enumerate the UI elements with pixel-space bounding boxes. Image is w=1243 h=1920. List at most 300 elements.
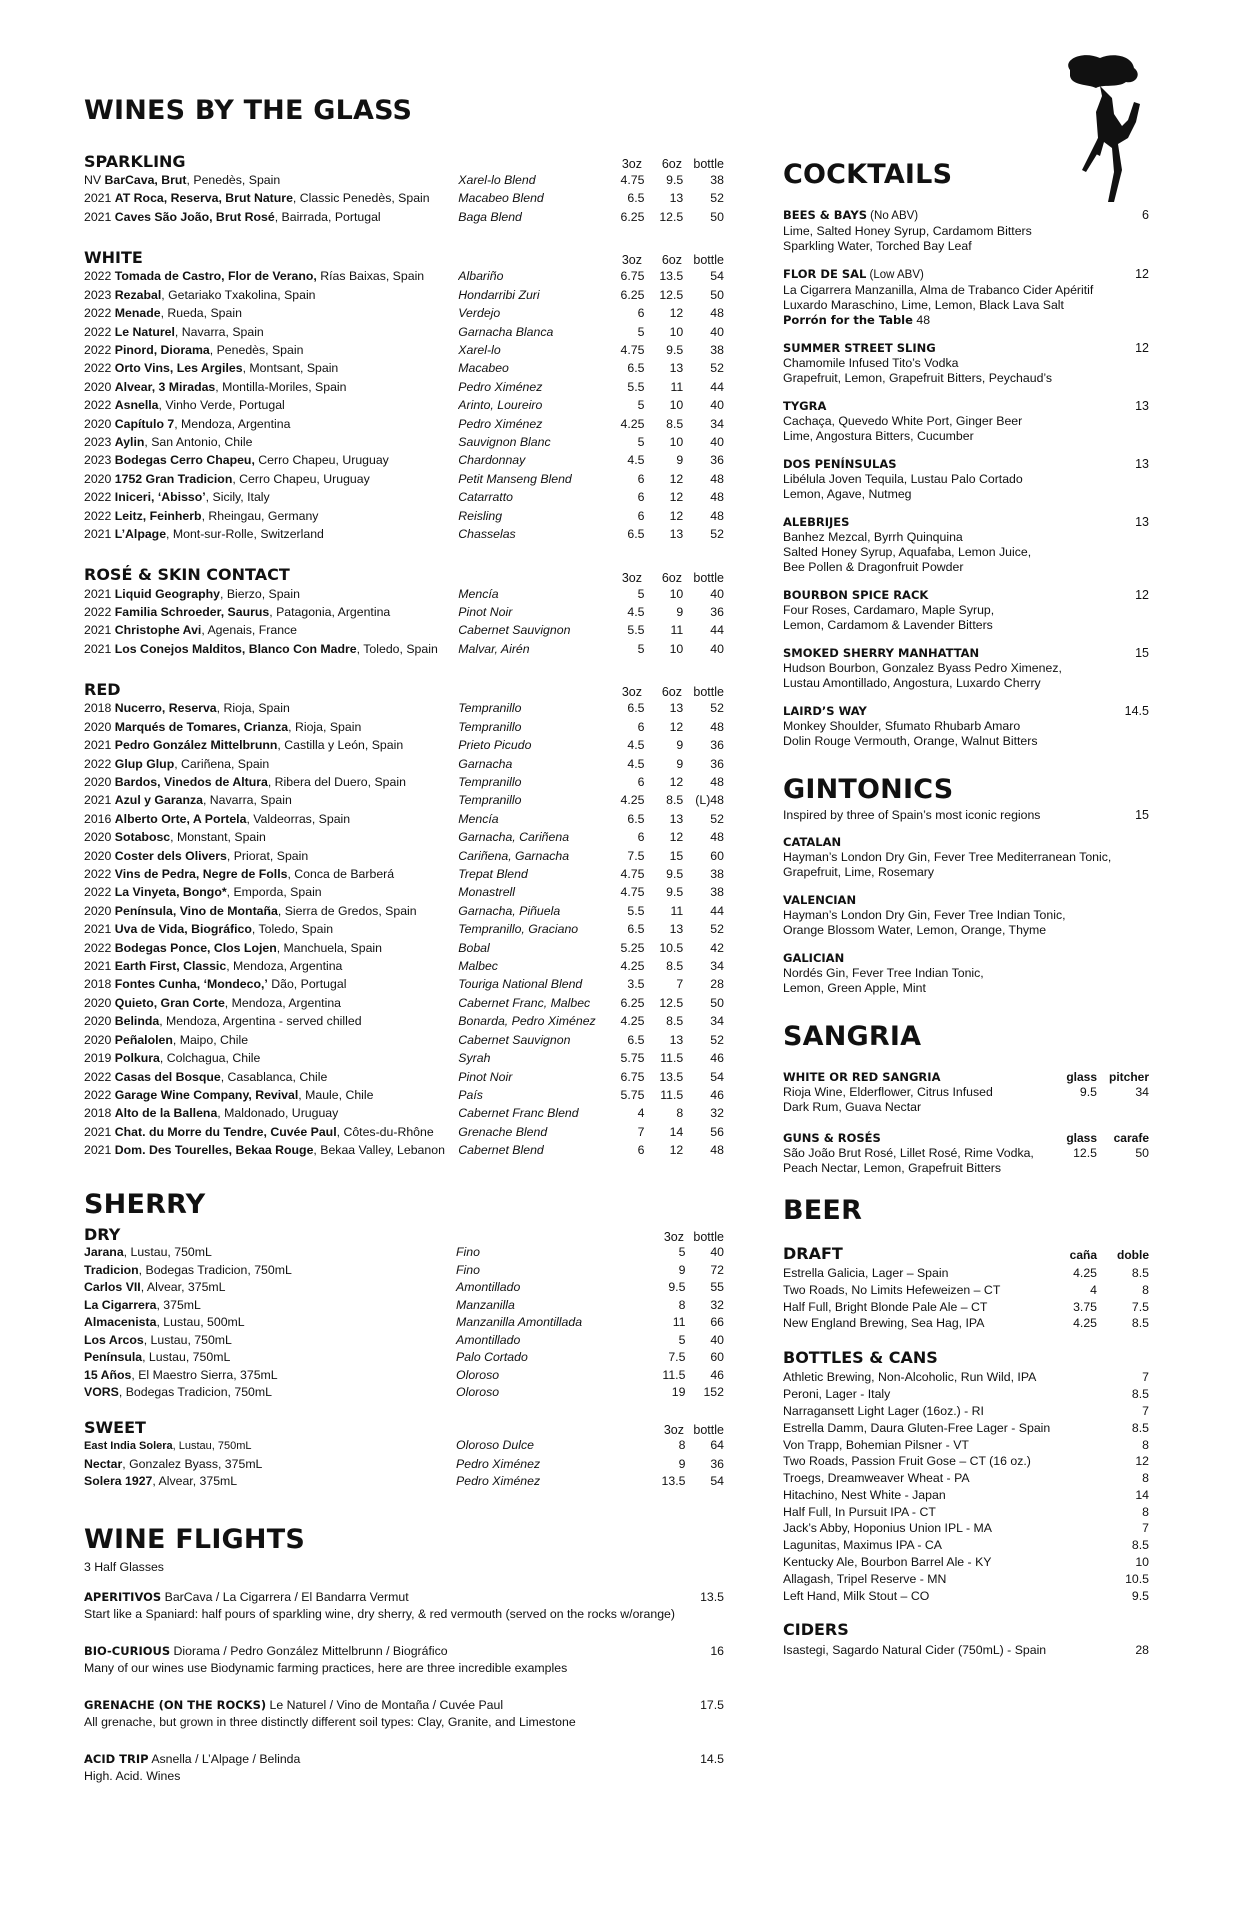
wine-price: 54 bbox=[710, 269, 724, 284]
wine-price: 34 bbox=[710, 416, 724, 431]
wine-row bbox=[84, 883, 724, 901]
wine-name bbox=[84, 359, 458, 377]
wine-grape: Chardonnay bbox=[458, 453, 526, 468]
wine-price: 9 bbox=[676, 756, 684, 771]
wine-price: 48 bbox=[710, 1143, 724, 1158]
wine-price: 50 bbox=[710, 209, 724, 224]
cocktail-item bbox=[783, 704, 1149, 749]
wine-region: , Rheingau, Germany bbox=[201, 508, 319, 523]
wine-price: 8 bbox=[676, 1106, 684, 1121]
wine-vintage: 2020 bbox=[84, 416, 112, 431]
wine-price: 44 bbox=[710, 623, 724, 638]
wine-section-header bbox=[84, 248, 724, 267]
bottle-price: 8 bbox=[1142, 1504, 1149, 1519]
cocktail-item bbox=[783, 457, 1149, 502]
wine-price: 6.5 bbox=[627, 811, 645, 826]
bottle-price: 8 bbox=[1142, 1437, 1149, 1452]
sherry-price: 72 bbox=[710, 1262, 724, 1277]
wine-region: , Ribera del Duero, Spain bbox=[267, 775, 406, 789]
wine-region: , Montilla-Moriles, Spain bbox=[215, 379, 347, 394]
bottle-price: 7 bbox=[1142, 1370, 1149, 1385]
wine-price: 46 bbox=[710, 1051, 724, 1066]
wine-column-headers bbox=[602, 253, 724, 267]
gintonic-ingredients: Orange Blossom Water, Lemon, Orange, Thyme bbox=[783, 923, 1047, 938]
wine-row bbox=[84, 585, 724, 603]
cocktail-ingredients: Monkey Shoulder, Sfumato Rhubarb Amaro bbox=[783, 718, 1021, 733]
flight-header bbox=[84, 1589, 724, 1606]
wine-name bbox=[84, 920, 458, 938]
wine-grape: Pinot Noir bbox=[458, 1069, 513, 1084]
wine-price: 54 bbox=[710, 1069, 724, 1084]
sangria-list bbox=[783, 1070, 1149, 1176]
sherry-name bbox=[84, 1349, 456, 1367]
wine-producer: Aylin bbox=[114, 434, 145, 449]
wine-price: 40 bbox=[710, 586, 724, 601]
wine-vintage: 2021 bbox=[84, 1143, 112, 1158]
sherry-section-title: DRY bbox=[84, 1225, 121, 1245]
wine-producer: Dom. Des Tourelles, Bekaa Rouge bbox=[114, 1143, 314, 1158]
wine-row bbox=[84, 603, 724, 621]
bottle-price: 12 bbox=[1135, 1454, 1149, 1469]
wine-section-header bbox=[84, 152, 724, 171]
wine-name bbox=[84, 525, 458, 543]
wine-price: 12 bbox=[669, 306, 684, 321]
cocktail-name bbox=[783, 646, 979, 661]
wine-price: 6 bbox=[637, 306, 645, 321]
wine-producer: Peñalolen bbox=[114, 1032, 173, 1047]
wine-price: 5.25 bbox=[620, 940, 645, 955]
sherry-style: Oloroso bbox=[456, 1367, 500, 1382]
wine-column-header: bottle bbox=[693, 156, 724, 171]
wine-name bbox=[84, 208, 458, 226]
wine-section-title: ROSÉ & SKIN CONTACT bbox=[84, 565, 290, 585]
gintonics-price: 15 bbox=[1135, 808, 1149, 823]
sherry-name bbox=[84, 1473, 456, 1491]
wine-row bbox=[84, 341, 724, 359]
wine-column-header: bottle bbox=[693, 253, 724, 268]
wine-price: 6.5 bbox=[627, 1032, 645, 1047]
sangria-item bbox=[783, 1131, 1149, 1176]
wine-producer: La Vinyeta, Bongo* bbox=[114, 885, 227, 900]
wine-name bbox=[84, 621, 458, 639]
sherry-row bbox=[84, 1367, 724, 1385]
sherry-price: 13.5 bbox=[661, 1474, 686, 1489]
bottle-price: 8 bbox=[1142, 1471, 1149, 1486]
wine-producer: Marqués de Tomares, Crianza bbox=[114, 719, 289, 734]
sherry-label: 15 Años bbox=[84, 1367, 132, 1382]
sangria-header bbox=[783, 1131, 1149, 1146]
wine-price: 12 bbox=[669, 1143, 684, 1158]
sangria-header bbox=[783, 1070, 1149, 1085]
wine-row bbox=[84, 902, 724, 920]
wine-region: , Navarra, Spain bbox=[174, 324, 264, 339]
wine-price: 10 bbox=[669, 398, 684, 413]
sherry-price: 9 bbox=[678, 1456, 686, 1471]
wine-price: 38 bbox=[710, 342, 724, 357]
sangria-ingredients: Peach Nectar, Lemon, Grapefruit Bitters bbox=[783, 1161, 1002, 1176]
sherry-section-header bbox=[84, 1418, 724, 1437]
wine-region: , Agenais, France bbox=[201, 623, 298, 638]
cocktail-item bbox=[783, 341, 1149, 386]
wine-row bbox=[84, 621, 724, 639]
wine-row bbox=[84, 994, 724, 1012]
cocktail-name bbox=[783, 704, 867, 719]
sherry-detail: , Alvear, 375mL bbox=[140, 1280, 226, 1295]
sherry-name bbox=[84, 1456, 456, 1474]
wine-price: 13 bbox=[669, 1032, 684, 1047]
wine-producer: 1752 Gran Tradicion bbox=[114, 471, 233, 486]
cocktail-name bbox=[783, 399, 826, 414]
cocktail-ingredients: Chamomile Infused Tito’s Vodka bbox=[783, 355, 959, 370]
sangria-name: GUNS & ROSÉS bbox=[783, 1131, 881, 1146]
wine-price: 13 bbox=[669, 701, 684, 716]
wine-price: 40 bbox=[710, 434, 724, 449]
wine-grape: Cabernet Blend bbox=[458, 1143, 544, 1158]
sherry-detail: , Lustau, 750mL bbox=[172, 1440, 252, 1453]
sherry-column-header: bottle bbox=[693, 1423, 724, 1438]
wine-producer: Bardos, Vinedos de Altura bbox=[114, 775, 268, 789]
sherry-column-headers bbox=[632, 1230, 724, 1244]
wine-name bbox=[84, 902, 458, 920]
wine-vintage: 2022 bbox=[84, 490, 112, 505]
sherry-detail: , Lustau, 750mL bbox=[143, 1332, 232, 1347]
wine-region: , Côtes-du-Rhône bbox=[336, 1124, 434, 1139]
wine-grape: Sauvignon Blanc bbox=[458, 434, 551, 449]
bottle-name: Jack’s Abby, Hoponius Union IPL - MA bbox=[783, 1521, 992, 1536]
wine-row bbox=[84, 1012, 724, 1030]
wine-producer: Orto Vins, Les Argiles bbox=[114, 361, 243, 376]
wine-price: 13.5 bbox=[659, 269, 684, 284]
wine-section-header bbox=[84, 565, 724, 584]
wine-price: 56 bbox=[710, 1124, 724, 1139]
cocktail-title: FLOR DE SAL bbox=[783, 266, 867, 281]
wine-name bbox=[84, 939, 458, 957]
cocktail-abv-note: (No ABV) bbox=[866, 209, 919, 222]
wine-region: , Montsant, Spain bbox=[242, 361, 339, 376]
wine-vintage: 2023 bbox=[84, 434, 112, 449]
wine-producer: Leitz, Feinherb bbox=[114, 508, 202, 523]
wine-producer: Pinord, Diorama bbox=[114, 342, 210, 357]
wine-row bbox=[84, 267, 724, 285]
sherry-label: Solera 1927 bbox=[84, 1474, 153, 1489]
sherry-style: Fino bbox=[456, 1262, 480, 1277]
wine-region: , Priorat, Spain bbox=[226, 848, 309, 863]
porron-price: 48 bbox=[912, 312, 931, 327]
bottle-price: 8.5 bbox=[1131, 1387, 1149, 1402]
sangria-col-1: glass bbox=[1066, 1070, 1097, 1085]
wine-name bbox=[84, 1049, 458, 1067]
wine-price: 38 bbox=[710, 172, 724, 187]
wine-price: 9.5 bbox=[666, 342, 684, 357]
wine-row bbox=[84, 208, 724, 226]
draft-name: Estrella Galicia, Lager – Spain bbox=[783, 1265, 949, 1280]
sherry-price: 9.5 bbox=[668, 1280, 686, 1295]
wine-row bbox=[84, 1123, 724, 1141]
cocktail-price: 6 bbox=[1142, 207, 1149, 222]
flight-description: Many of our wines use Biodynamic farming practices, here are three incredible examples bbox=[84, 1661, 568, 1676]
wine-price: 13 bbox=[669, 922, 684, 937]
wine-region: , Mendoza, Argentina bbox=[226, 959, 343, 974]
wine-vintage: 2021 bbox=[84, 191, 112, 206]
beer-title: BEER bbox=[783, 1195, 863, 1227]
wine-price: 28 bbox=[710, 977, 724, 992]
bottle-row bbox=[783, 1520, 1149, 1537]
cocktail-title: BOURBON SPICE RACK bbox=[783, 587, 929, 602]
wine-region: , Emporda, Spain bbox=[226, 885, 322, 900]
wine-price: 10 bbox=[669, 641, 684, 656]
wine-row bbox=[84, 415, 724, 433]
wine-price: 4 bbox=[637, 1106, 645, 1121]
wine-price: 6 bbox=[637, 830, 645, 845]
wine-price: 12 bbox=[669, 471, 684, 486]
cocktail-name bbox=[783, 267, 924, 283]
flight-wines: BarCava / La Cigarrera / El Bandarra Vermut bbox=[161, 1590, 409, 1605]
wine-producer: Bodegas Cerro Chapeu, bbox=[114, 453, 255, 468]
wine-grape: Grenache Blend bbox=[458, 1124, 548, 1139]
wine-region: , Conca de Barberá bbox=[287, 867, 395, 882]
wine-region: , Cariñena, Spain bbox=[174, 756, 270, 771]
wine-region: , Castilla y León, Spain bbox=[277, 738, 404, 753]
wine-price: 4.25 bbox=[620, 959, 645, 974]
sherry-label: Tradicion bbox=[84, 1262, 139, 1277]
wine-column-header: bottle bbox=[693, 570, 724, 585]
wine-price: 50 bbox=[710, 287, 724, 302]
sherry-detail: , Lustau, 750mL bbox=[142, 1350, 231, 1365]
sherry-detail: , Bodegas Tradicion, 750mL bbox=[118, 1385, 272, 1400]
wine-price: 6.5 bbox=[627, 701, 645, 716]
wine-price: 34 bbox=[710, 959, 724, 974]
sherry-price: 60 bbox=[710, 1350, 724, 1365]
wine-price: 8.5 bbox=[666, 1014, 684, 1029]
wine-price: 50 bbox=[710, 995, 724, 1010]
wine-name bbox=[84, 847, 458, 865]
wine-price: 12.5 bbox=[659, 995, 684, 1010]
wine-name bbox=[84, 1031, 458, 1049]
wine-name bbox=[84, 699, 458, 717]
sherry-row bbox=[84, 1297, 724, 1315]
flight-price: 16 bbox=[710, 1644, 724, 1659]
wine-grape: Chasselas bbox=[458, 526, 516, 541]
wine-row bbox=[84, 828, 724, 846]
flight-title: GRENACHE (ON THE ROCKS) bbox=[84, 1698, 267, 1713]
wine-grape: Tempranillo bbox=[458, 775, 522, 789]
flight-header bbox=[84, 1697, 724, 1714]
gintonic-ingredients: Lemon, Green Apple, Mint bbox=[783, 981, 926, 996]
wine-price: 13.5 bbox=[659, 1069, 684, 1084]
gintonics-title: GINTONICS bbox=[783, 773, 954, 805]
wine-price: 10.5 bbox=[659, 940, 684, 955]
wine-name bbox=[84, 791, 458, 809]
wine-producer: Tomada de Castro, Flor de Verano, bbox=[114, 269, 317, 284]
wine-grape: Mencía bbox=[458, 811, 499, 826]
cider-price: 28 bbox=[1135, 1642, 1149, 1657]
sherry-style: Pedro Ximénez bbox=[456, 1474, 541, 1489]
sherry-name bbox=[84, 1244, 456, 1262]
bottle-name: Allagash, Tripel Reserve - MN bbox=[783, 1571, 947, 1586]
cocktail-item bbox=[783, 208, 1149, 254]
wine-row bbox=[84, 323, 724, 341]
sherry-price: 5 bbox=[678, 1245, 686, 1260]
wine-producer: Nucerro, Reserva bbox=[114, 701, 217, 716]
wine-region: , Classic Penedès, Spain bbox=[292, 191, 430, 206]
bottle-name: Left Hand, Milk Stout – CO bbox=[783, 1588, 930, 1603]
wine-row bbox=[84, 488, 724, 506]
wine-price: 52 bbox=[710, 811, 724, 826]
wine-price: 4.25 bbox=[620, 1014, 645, 1029]
wine-column-header: 6oz bbox=[661, 253, 682, 268]
gintonic-header bbox=[783, 835, 1149, 850]
bottle-price: 9.5 bbox=[1131, 1588, 1149, 1603]
wine-grape: Tempranillo, Graciano bbox=[458, 922, 579, 937]
wine-price: 5.5 bbox=[627, 623, 645, 638]
wine-row bbox=[84, 810, 724, 828]
flight-wines: Asnella / L’Alpage / Belinda bbox=[148, 1752, 301, 1767]
gintonic-header bbox=[783, 893, 1149, 908]
sherry-price: 11 bbox=[672, 1315, 686, 1330]
wine-price: 9 bbox=[676, 453, 684, 468]
wine-region: , Penedès, Spain bbox=[209, 342, 304, 357]
wine-section-header bbox=[84, 680, 724, 699]
wine-producer: Earth First, Classic bbox=[114, 959, 227, 974]
sangria-item bbox=[783, 1070, 1149, 1115]
sherry-label: Nectar bbox=[84, 1456, 123, 1471]
wine-price: 13 bbox=[669, 361, 684, 376]
wine-region: , Patagonia, Argentina bbox=[269, 604, 391, 619]
wine-section-title: WHITE bbox=[84, 248, 143, 268]
wine-price: 48 bbox=[710, 471, 724, 486]
sherry-title: SHERRY bbox=[84, 1188, 206, 1220]
cocktail-ingredients: Cachaça, Quevedo White Port, Ginger Beer bbox=[783, 413, 1023, 428]
sherry-price: 64 bbox=[710, 1438, 724, 1453]
wine-price: 14 bbox=[669, 1124, 684, 1139]
bottle-row bbox=[783, 1386, 1149, 1403]
sherry-row bbox=[84, 1279, 724, 1297]
sherry-row bbox=[84, 1473, 724, 1491]
cocktail-item bbox=[783, 588, 1149, 633]
sherry-name bbox=[84, 1437, 456, 1456]
cocktail-ingredients: Sparkling Water, Torched Bay Leaf bbox=[783, 238, 972, 253]
bottle-price: 8.5 bbox=[1131, 1538, 1149, 1553]
bottle-row bbox=[783, 1420, 1149, 1437]
sherry-name bbox=[84, 1314, 456, 1332]
wine-row bbox=[84, 920, 724, 938]
wine-row bbox=[84, 1068, 724, 1086]
cocktail-title: SMOKED SHERRY MANHATTAN bbox=[783, 645, 980, 660]
bottle-name: Hitachino, Nest White - Japan bbox=[783, 1487, 946, 1502]
sangria-name: WHITE OR RED SANGRIA bbox=[783, 1070, 941, 1085]
wine-grape: País bbox=[458, 1087, 483, 1102]
cocktail-price: 12 bbox=[1135, 340, 1149, 355]
sangria-ingredients: Rioja Wine, Elderflower, Citrus Infused bbox=[783, 1085, 993, 1100]
draft-header bbox=[783, 1244, 1149, 1263]
wine-producer: Christophe Avi bbox=[114, 623, 202, 638]
wine-region: , Sicily, Italy bbox=[205, 490, 270, 505]
sherry-price: 9 bbox=[678, 1262, 686, 1277]
wine-price: 48 bbox=[710, 830, 724, 845]
wine-row bbox=[84, 718, 724, 736]
bottles-title: BOTTLES & CANS bbox=[783, 1348, 938, 1368]
wine-name bbox=[84, 828, 458, 846]
wine-grape: Bobal bbox=[458, 940, 490, 955]
bottle-price: 10.5 bbox=[1125, 1571, 1149, 1586]
bottle-name: Lagunitas, Maximus IPA - CA bbox=[783, 1538, 943, 1553]
wine-grape: Baga Blend bbox=[458, 209, 522, 224]
wine-price: 11 bbox=[670, 623, 684, 638]
wine-row bbox=[84, 1104, 724, 1122]
cocktail-price: 14.5 bbox=[1124, 703, 1149, 718]
draft-price-doble: 8.5 bbox=[1131, 1316, 1149, 1331]
gintonic-ingredients: Nordés Gin, Fever Tree Indian Tonic, bbox=[783, 966, 984, 981]
wine-name bbox=[84, 865, 458, 883]
wine-grape: Bonarda, Pedro Ximénez bbox=[458, 1014, 596, 1029]
bottle-row bbox=[783, 1571, 1149, 1588]
sherry-price: 54 bbox=[710, 1474, 724, 1489]
wine-price: 7 bbox=[637, 1124, 645, 1139]
sherry-price: 11.5 bbox=[662, 1367, 686, 1382]
sherry-price: 40 bbox=[710, 1332, 724, 1347]
wine-row bbox=[84, 755, 724, 773]
wine-vintage: 2021 bbox=[84, 623, 112, 638]
wine-price: 7 bbox=[676, 977, 684, 992]
sherry-row bbox=[84, 1332, 724, 1350]
wine-region: , Penedès, Spain bbox=[186, 172, 281, 187]
wine-name bbox=[84, 810, 458, 828]
cocktail-title: LAIRD’S WAY bbox=[783, 703, 867, 718]
wine-price: 38 bbox=[710, 885, 724, 900]
sherry-style: Oloroso bbox=[456, 1385, 500, 1400]
wine-producer: Familia Schroeder, Saurus bbox=[114, 604, 270, 619]
bottle-price: 7 bbox=[1142, 1521, 1149, 1536]
wine-producer: Coster dels Olivers bbox=[114, 848, 227, 863]
wine-price: 52 bbox=[710, 1032, 724, 1047]
sherry-detail: , Alvear, 375mL bbox=[152, 1474, 238, 1489]
gintonic-name: CATALAN bbox=[783, 835, 842, 850]
wines-title: WINES BY THE GLASS bbox=[84, 95, 413, 126]
wine-price: 60 bbox=[710, 848, 724, 863]
wine-producer: Sotabosc bbox=[114, 830, 171, 845]
sherry-price: 66 bbox=[710, 1315, 724, 1330]
cocktail-name bbox=[783, 515, 849, 530]
wine-price: 40 bbox=[710, 398, 724, 413]
gintonics-intro-row bbox=[783, 808, 1149, 823]
wine-row bbox=[84, 1031, 724, 1049]
cocktail-ingredients: Dolin Rouge Vermouth, Orange, Walnut Bitters bbox=[783, 733, 1038, 748]
cocktail-ingredients: Grapefruit, Lemon, Grapefruit Bitters, Peychaud’s bbox=[783, 370, 1053, 385]
wine-column-header: bottle bbox=[693, 685, 724, 700]
wine-row bbox=[84, 304, 724, 322]
wine-column-header: 3oz bbox=[621, 253, 642, 268]
wine-price: 13 bbox=[669, 526, 684, 541]
cocktail-list bbox=[783, 208, 1149, 749]
wine-section bbox=[84, 565, 724, 658]
wine-name bbox=[84, 341, 458, 359]
cocktail-ingredients: Lustau Amontillado, Angostura, Luxardo Cherry bbox=[783, 675, 1041, 690]
wine-grape: Xarel-lo Blend bbox=[458, 172, 536, 187]
wine-price: 8.5 bbox=[666, 793, 684, 808]
wine-row bbox=[84, 847, 724, 865]
wine-producer: Quieto, Gran Corte bbox=[114, 995, 225, 1010]
flight-title: BIO-CURIOUS bbox=[84, 1644, 171, 1659]
sherry-name bbox=[84, 1262, 456, 1280]
wine-grape: Prieto Picudo bbox=[458, 738, 532, 753]
sherry-label: Carlos VII bbox=[84, 1280, 141, 1295]
wine-row bbox=[84, 378, 724, 396]
wine-vintage: 2022 bbox=[84, 361, 112, 376]
wine-row bbox=[84, 1049, 724, 1067]
wine-producer: Liquid Geography bbox=[114, 586, 220, 601]
cocktail-name bbox=[783, 457, 897, 472]
wine-name bbox=[84, 994, 458, 1012]
